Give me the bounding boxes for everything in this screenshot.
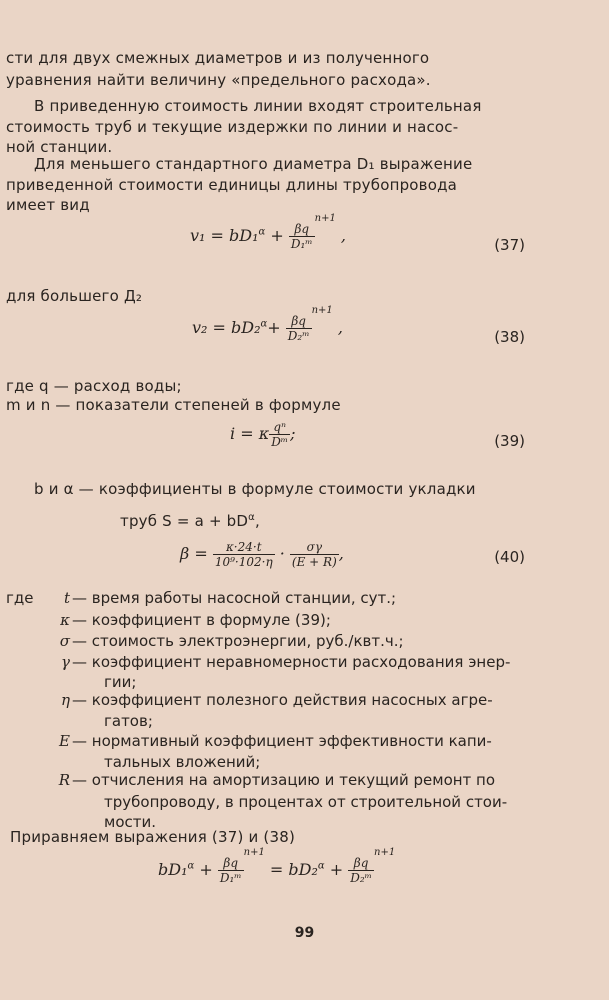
legend-text: гатов; (104, 712, 153, 730)
formula-37: v₁ = bD₁$^\alpha$ + $\frac{\beta q}{\text{D₁ᵐ}}$ $^{n+1}$ , (190, 212, 347, 251)
text-line: стоимость труб и текущие издержки по линии и насос- (6, 118, 459, 136)
legend-prefix: где (6, 589, 34, 607)
legend-text: — коэффициент полезного действия насосных агре- (72, 691, 493, 709)
legend-row (104, 711, 153, 731)
legend-row (6, 631, 404, 651)
formula-38: v₂ = bD₂$^\alpha$+ $\frac{\beta q}{\text{D₂ᵐ}}$ $^{n+1}$ , (192, 304, 343, 343)
legend-row (6, 652, 510, 672)
legend-symbol: t (63, 589, 70, 607)
legend-row (104, 792, 507, 812)
text-line: имеет вид (6, 196, 90, 214)
text-line: труб $S = a + bD^\alpha$, (120, 512, 260, 530)
legend-symbol: γ (61, 653, 70, 671)
legend-row (6, 610, 331, 630)
text-line: В приведенную стоимость линии входят строительная (34, 97, 482, 115)
text-line: где q — расход воды; (6, 377, 182, 395)
equation-number: (40) (494, 548, 525, 566)
legend-text: мости. (104, 813, 156, 831)
legend-text: — время работы насосной станции, сут.; (72, 589, 397, 607)
legend-row (104, 752, 260, 772)
legend-row (6, 588, 396, 608)
legend-text: — нормативный коэффициент эффективности капи- (72, 732, 492, 750)
text-line: уравнения найти величину «предельного расхода». (6, 71, 431, 89)
legend-symbol: R (58, 771, 70, 789)
legend-text: тальных вложений; (104, 753, 261, 771)
text-line: m и n — показатели степеней в формуле (6, 396, 341, 414)
legend-row (6, 690, 493, 710)
equation-number: (39) (494, 432, 525, 450)
equation-number: (38) (494, 328, 525, 346)
legend-text: — отчисления на амортизацию и текущий ремонт по (72, 771, 496, 789)
legend-symbol: σ (59, 632, 70, 650)
legend-row (6, 770, 495, 790)
legend-text: трубопроводу, в процентах от строительной стои- (104, 793, 508, 811)
formula-final: bD₁$^\alpha$ + $\frac{\beta q}{\text{D₁ᵐ}}$ $^{n+1}$ = bD₂$^\alpha$ + $\frac{\beta q}{\text{D₂ᵐ}}$ $^{n+1}$ (158, 846, 396, 885)
legend-symbol: η (61, 691, 70, 709)
text-line: ной станции. (6, 138, 113, 156)
text-line: b и α — коэффициенты в формуле стоимости укладки (34, 480, 476, 498)
text-line: Для меньшего стандартного диаметра D₁ выражение (34, 155, 473, 173)
legend-symbol: E (59, 732, 70, 750)
page-number: 99 (294, 925, 315, 941)
legend-text: гии; (104, 673, 137, 691)
legend-row (6, 731, 492, 751)
legend-symbol: κ (60, 611, 70, 629)
formula-39: i = κ $\frac{\text{qⁿ}}{\text{Dᵐ}}$ ; (230, 420, 296, 449)
legend-text: — коэффициент неравномерности расходования энер- (72, 653, 511, 671)
legend-text: — стоимость электроэнергии, руб./квт.ч.; (72, 632, 404, 650)
text-line: сти для двух смежных диаметров и из полученного (6, 49, 430, 67)
text-line: приведенной стоимости единицы длины трубопровода (6, 176, 458, 194)
legend-row (104, 672, 136, 692)
text-line: для большего Д₂ (6, 287, 143, 305)
formula-40: β = $\frac{\kappa\cdot 24\cdot t}{\text{10⁹·102·η}}$ · $\frac{\sigma\gamma}{(E + R)}$ , (180, 540, 344, 569)
legend-text: — коэффициент в формуле (39); (72, 611, 331, 629)
equation-number: (37) (494, 236, 525, 254)
text-line: Приравняем выражения (37) и (38) (10, 828, 295, 846)
